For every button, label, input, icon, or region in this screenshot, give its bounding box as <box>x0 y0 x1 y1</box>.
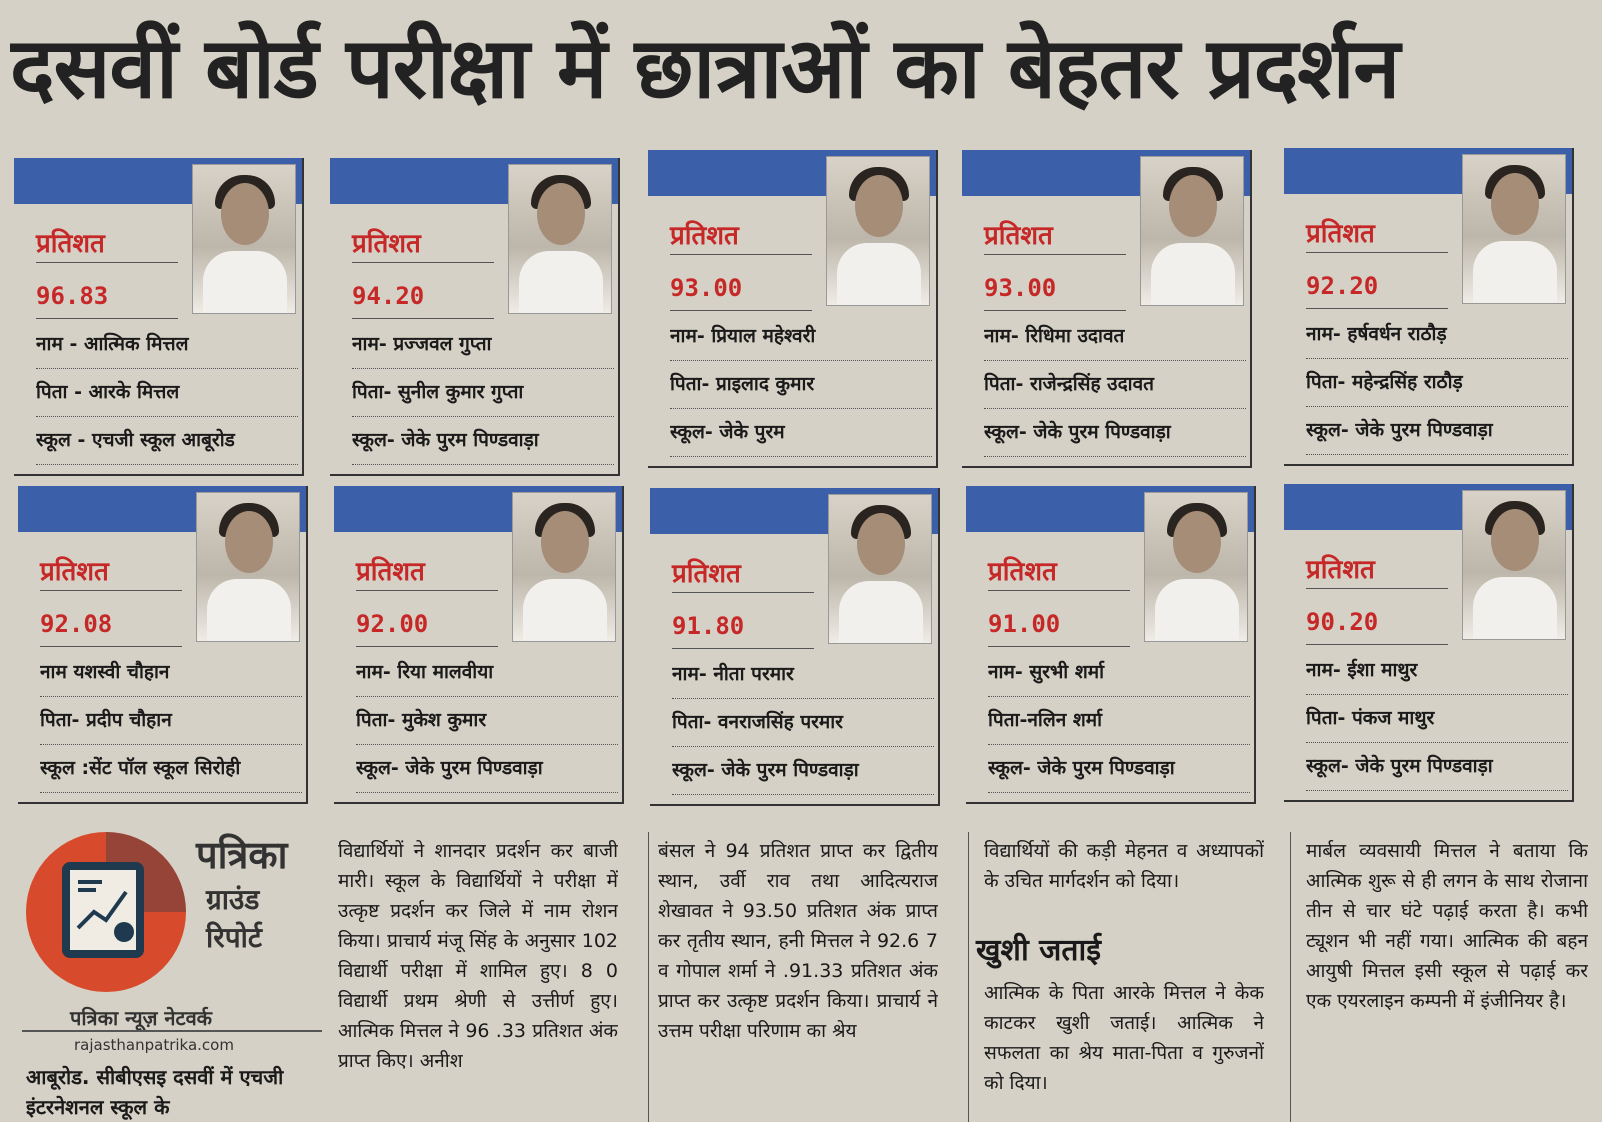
father-name: पिता- प्रदीप चौहान <box>40 696 302 745</box>
percent-label: प्रतिशत <box>670 221 739 251</box>
divider <box>1306 644 1448 645</box>
topper-card <box>18 486 308 804</box>
divider <box>672 592 814 593</box>
school-name: स्कूल :सेंट पॉल स्कूल सिरोही <box>40 744 302 793</box>
divider <box>984 254 1126 255</box>
divider <box>988 590 1130 591</box>
school-name: स्कूल- जेके पुरम पिण्डवाड़ा <box>356 744 618 793</box>
lead-text: आबूरोड. सीबीएसइ दसवीं में एचजी इंटरनेशनल स्कूल के <box>26 1065 284 1119</box>
website: rajasthanpatrika.com <box>74 1036 234 1054</box>
percent-label: प्रतिशत <box>356 557 425 587</box>
father-name: पिता- सुनील कुमार गुप्ता <box>352 368 614 417</box>
school-name: स्कूल - एचजी स्कूल आबूरोड <box>36 416 298 465</box>
divider <box>352 318 494 319</box>
school-name: स्कूल- जेके पुरम पिण्डवाड़ा <box>988 744 1250 793</box>
divider <box>356 590 498 591</box>
percent-label: प्रतिशत <box>984 221 1053 251</box>
school-name: स्कूल- जेके पुरम पिण्डवाड़ा <box>352 416 614 465</box>
divider <box>352 262 494 263</box>
percent-label: प्रतिशत <box>352 229 421 259</box>
percent-label: प्रतिशत <box>672 559 741 589</box>
divider <box>356 646 498 647</box>
percent-score: 92.20 <box>1306 272 1379 300</box>
school-name: स्कूल- जेके पुरम पिण्डवाड़ा <box>984 408 1246 457</box>
student-photo <box>826 156 930 306</box>
student-photo <box>512 492 616 642</box>
topper-card <box>1284 484 1574 802</box>
topper-card <box>966 486 1256 804</box>
student-name: नाम- रिधिमा उदावत <box>984 312 1246 361</box>
student-name: नाम- हर्षवर्धन राठौड़ <box>1306 310 1568 359</box>
percent-score: 91.80 <box>672 612 745 640</box>
patrika-ground-report-logo <box>22 828 190 996</box>
brand-line-1: ग्राउंड <box>206 883 260 916</box>
father-name: पिता- वनराजसिंह परमार <box>672 698 934 747</box>
percent-label: प्रतिशत <box>1306 219 1375 249</box>
school-name: स्कूल- जेके पुरम पिण्डवाड़ा <box>1306 742 1568 791</box>
article-column-2: बंसल ने 94 प्रतिशत प्राप्त कर द्वितीय स्थान, उर्वी राव तथा आदित्यराज शेखावत ने 93.50 प्रतिशत अंक प्राप्त कर तृतीय स्थान, हनी मित्तल ने 92.6 7 व गोपाल शर्मा ने .91.33 प्रतिशत अंक प्राप्त कर उत्कृष्ट प्रदर्शन किया। प्राचार्य ने उत्तम परीक्षा परिणाम का श्रेय <box>658 840 938 1042</box>
topper-card <box>330 158 620 476</box>
topper-card <box>648 150 938 468</box>
student-name: नाम यशस्वी चौहान <box>40 648 302 697</box>
topper-card <box>14 158 304 476</box>
percent-label: प्रतिशत <box>40 557 109 587</box>
column-divider <box>1290 832 1291 1122</box>
topper-card <box>1284 148 1574 466</box>
divider <box>1306 252 1448 253</box>
father-name: पिता - आरके मित्तल <box>36 368 298 417</box>
percent-score: 93.00 <box>984 274 1057 302</box>
student-photo <box>828 494 932 644</box>
brand-line-2: रिपोर्ट <box>206 921 262 954</box>
divider <box>1306 308 1448 309</box>
divider <box>988 646 1130 647</box>
father-name: पिता- राजेन्द्रसिंह उदावत <box>984 360 1246 409</box>
divider <box>670 254 812 255</box>
divider <box>670 310 812 311</box>
column-divider <box>648 832 649 1122</box>
student-name: नाम- प्रज्जवल गुप्ता <box>352 320 614 369</box>
school-name: स्कूल- जेके पुरम पिण्डवाड़ा <box>1306 406 1568 455</box>
percent-score: 92.08 <box>40 610 113 638</box>
percent-score: 93.00 <box>670 274 743 302</box>
student-photo <box>1144 492 1248 642</box>
student-name: नाम- सुरभी शर्मा <box>988 648 1250 697</box>
divider <box>22 1030 322 1032</box>
student-photo <box>508 164 612 314</box>
student-name: नाम- नीता परमार <box>672 650 934 699</box>
divider <box>36 318 178 319</box>
student-photo <box>196 492 300 642</box>
student-photo <box>1462 490 1566 640</box>
article-column-3-top: विद्यार्थियों की कड़ी मेहनत व अध्यापकों के उचित मार्गदर्शन को दिया। <box>984 840 1264 892</box>
percent-label: प्रतिशत <box>1306 555 1375 585</box>
father-name: पिता- मुकेश कुमार <box>356 696 618 745</box>
topper-card <box>334 486 624 804</box>
school-name: स्कूल- जेके पुरम पिण्डवाड़ा <box>672 746 934 795</box>
student-name: नाम- रिया मालवीया <box>356 648 618 697</box>
percent-score: 90.20 <box>1306 608 1379 636</box>
divider <box>36 262 178 263</box>
divider <box>40 646 182 647</box>
school-name: स्कूल- जेके पुरम <box>670 408 932 457</box>
student-name: नाम- ईशा माथुर <box>1306 646 1568 695</box>
divider <box>1306 588 1448 589</box>
article-column-3-bottom: आत्मिक के पिता आरके मित्तल ने केक काटकर खुशी जताई। आत्मिक ने सफलता का श्रेय माता-पिता व गुरुजनों को दिया। <box>984 982 1264 1094</box>
topper-card <box>650 488 940 806</box>
student-photo <box>1140 156 1244 306</box>
article-column-1: विद्यार्थियों ने शानदार प्रदर्शन कर बाजी मारी। स्कूल के विद्यार्थियों ने परीक्षा में उत्कृष्ट प्रदर्शन कर जिले में नाम रोशन किया। प्राचार्य मंजू सिंह के अनुसार 102 विद्यार्थी परीक्षा में शामिल हुए। 8 0 विद्यार्थी प्रथम श्रेणी से उत्तीर्ण हुए। आत्मिक मित्तल ने 96 .33 प्रतिशत अंक प्राप्त किए। अनीश <box>338 840 618 1072</box>
father-name: पिता-नलिन शर्मा <box>988 696 1250 745</box>
divider <box>40 590 182 591</box>
father-name: पिता- पंकज माथुर <box>1306 694 1568 743</box>
divider <box>984 310 1126 311</box>
news-network: पत्रिका न्यूज़ नेटवर्क <box>70 1006 213 1030</box>
divider <box>672 648 814 649</box>
student-name: नाम - आत्मिक मित्तल <box>36 320 298 369</box>
brand-name: पत्रिका <box>196 833 288 877</box>
father-name: पिता- प्राइलाद कुमार <box>670 360 932 409</box>
subheading: खुशी जताई <box>976 933 1102 968</box>
percent-score: 96.83 <box>36 282 109 310</box>
percent-label: प्रतिशत <box>36 229 105 259</box>
article-column-4: मार्बल व्यवसायी मित्तल ने बताया कि आत्मिक शुरू से ही लगन के साथ रोजाना तीन से चार घंटे पढ़ाई करता है। कभी ट्यूशन भी नहीं गया। आत्मिक की बहन आयुषी मित्तल इसी स्कूल से पढ़ाई कर एक एयरलाइन कम्पनी में इंजीनियर है। <box>1306 840 1588 1012</box>
percent-score: 91.00 <box>988 610 1061 638</box>
father-name: पिता- महेन्द्रसिंह राठौड़ <box>1306 358 1568 407</box>
column-divider <box>968 832 969 1122</box>
student-name: नाम- प्रियाल महेश्वरी <box>670 312 932 361</box>
percent-score: 94.20 <box>352 282 425 310</box>
student-photo <box>192 164 296 314</box>
headline: दसवीं बोर्ड परीक्षा में छात्राओं का बेहतर प्रदर्शन <box>10 19 1400 117</box>
percent-label: प्रतिशत <box>988 557 1057 587</box>
percent-score: 92.00 <box>356 610 429 638</box>
topper-card <box>962 150 1252 468</box>
student-photo <box>1462 154 1566 304</box>
